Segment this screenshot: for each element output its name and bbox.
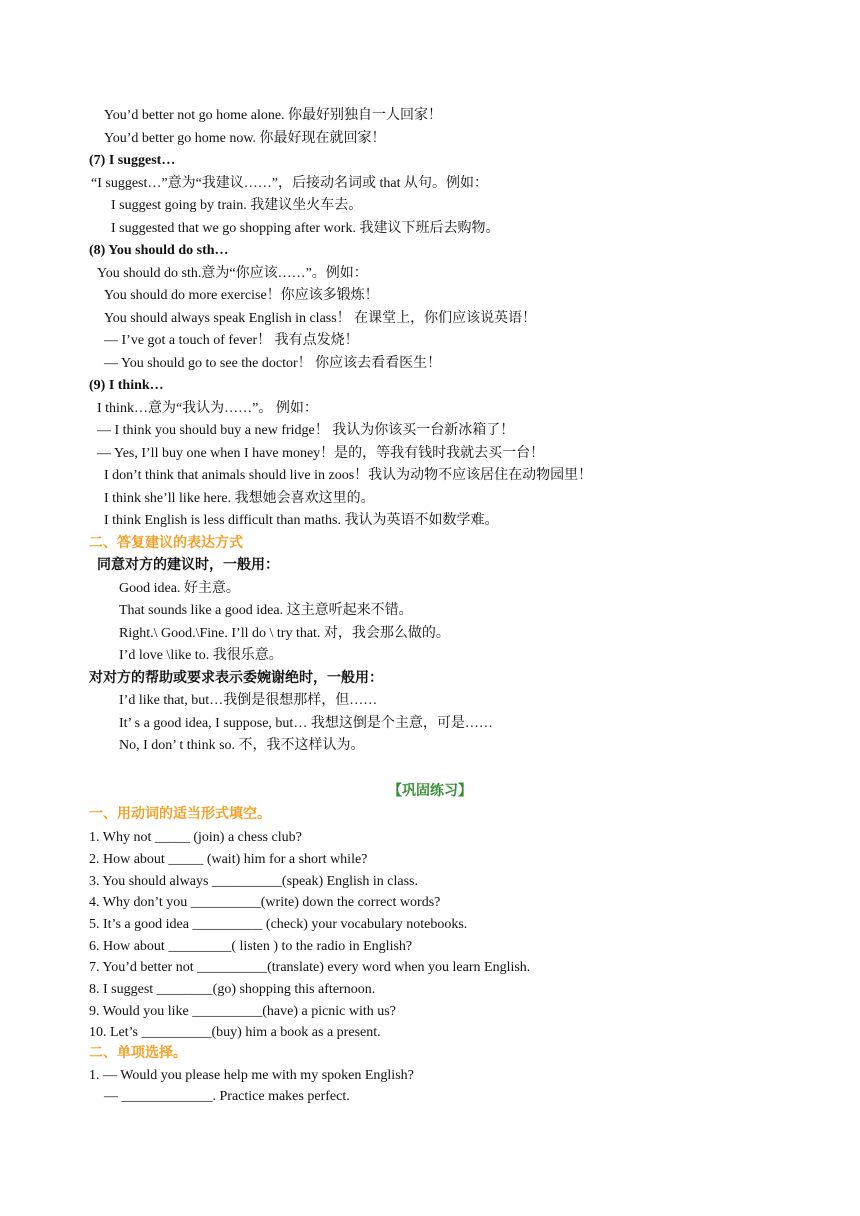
example-line: Right.\ Good.\Fine. I’ll do \ try that. 对，我会那么做的。 bbox=[119, 626, 450, 641]
example-line: I’d love \like to. 我很乐意。 bbox=[119, 648, 283, 663]
example-line: Good idea. 好主意。 bbox=[119, 581, 240, 596]
example-line: I think English is less difficult than maths. 我认为英语不如数学难。 bbox=[104, 513, 499, 528]
dialogue-line: — I’ve got a touch of fever！ 我有点发烧！ bbox=[104, 333, 359, 348]
exercise-item: 10. Let’s __________(buy) him a book as a present. bbox=[89, 1025, 381, 1040]
example-line: I suggest going by train. 我建议坐火车去。 bbox=[111, 198, 363, 213]
example-line: No, I don’ t think so. 不，我不这样认为。 bbox=[119, 738, 365, 753]
explanation-line: You should do sth.意为“你应该……”。例如： bbox=[97, 266, 368, 281]
subheading-i-suggest: (7) I suggest… bbox=[89, 153, 176, 168]
example-line: You should always speak English in class！ 在课堂上，你们应该说英语！ bbox=[104, 311, 537, 326]
exercise-item: 1. — Would you please help me with my spoken English? bbox=[89, 1068, 414, 1083]
dialogue-line: — Yes, I’ll buy one when I have money！是的，等我有钱时我就去买一台！ bbox=[97, 446, 545, 461]
exercise-item: 3. You should always __________(speak) English in class. bbox=[89, 874, 418, 889]
exercise-item: 4. Why don’t you __________(write) down the correct words? bbox=[89, 895, 441, 910]
dialogue-line: — You should go to see the doctor！ 你应该去看看医生！ bbox=[104, 356, 442, 371]
example-line: I don’t think that animals should live in zoos！我认为动物不应该居住在动物园里！ bbox=[104, 468, 593, 483]
example-line: I suggested that we go shopping after work. 我建议下班后去购物。 bbox=[111, 221, 500, 236]
example-line: You’d better not go home alone. 你最好别独自一人回家！ bbox=[104, 108, 443, 123]
practice-title: 【巩固练习】 bbox=[388, 784, 472, 799]
example-line: I’d like that, but…我倒是很想那样，但…… bbox=[119, 693, 378, 708]
example-line: That sounds like a good idea. 这主意听起来不错。 bbox=[119, 603, 413, 618]
explanation-line: I think…意为“我认为……”。 例如： bbox=[97, 401, 318, 416]
exercise-item: 6. How about _________( listen ) to the radio in English? bbox=[89, 939, 413, 954]
example-line: You should do more exercise！你应该多锻炼！ bbox=[104, 288, 379, 303]
dialogue-line: — I think you should buy a new fridge！ 我认为你该买一台新冰箱了！ bbox=[97, 423, 515, 438]
example-line: I think she’ll like here. 我想她会喜欢这里的。 bbox=[104, 491, 375, 506]
section-heading-fill-in: 一、用动词的适当形式填空。 bbox=[89, 807, 271, 822]
subheading-you-should: (8) You should do sth… bbox=[89, 243, 229, 258]
section-heading-reply: 二、答复建议的表达方式 bbox=[89, 536, 243, 551]
agree-heading: 同意对方的建议时，一般用： bbox=[97, 558, 279, 573]
example-line: You’d better go home now. 你最好现在就回家！ bbox=[104, 131, 386, 146]
example-line: It’ s a good idea, I suppose, but… 我想这倒是个主意，可是…… bbox=[119, 716, 493, 731]
exercise-item: 5. It’s a good idea __________ (check) your vocabulary notebooks. bbox=[89, 917, 468, 932]
exercise-item: 1. Why not _____ (join) a chess club? bbox=[89, 830, 302, 845]
section-heading-multiple-choice: 二、单项选择。 bbox=[89, 1046, 187, 1061]
subheading-i-think: (9) I think… bbox=[89, 378, 164, 393]
exercise-item: 8. I suggest ________(go) shopping this afternoon. bbox=[89, 982, 376, 997]
exercise-item: — _____________. Practice makes perfect. bbox=[104, 1089, 350, 1104]
explanation-line: “I suggest…”意为“我建议……”，后接动名词或 that 从句。例如： bbox=[91, 176, 489, 191]
exercise-item: 7. You’d better not __________(translate) every word when you learn English. bbox=[89, 960, 531, 975]
decline-heading: 对对方的帮助或要求表示委婉谢绝时，一般用： bbox=[89, 671, 383, 686]
exercise-item: 2. How about _____ (wait) him for a short while? bbox=[89, 852, 368, 867]
exercise-item: 9. Would you like __________(have) a picnic with us? bbox=[89, 1004, 396, 1019]
